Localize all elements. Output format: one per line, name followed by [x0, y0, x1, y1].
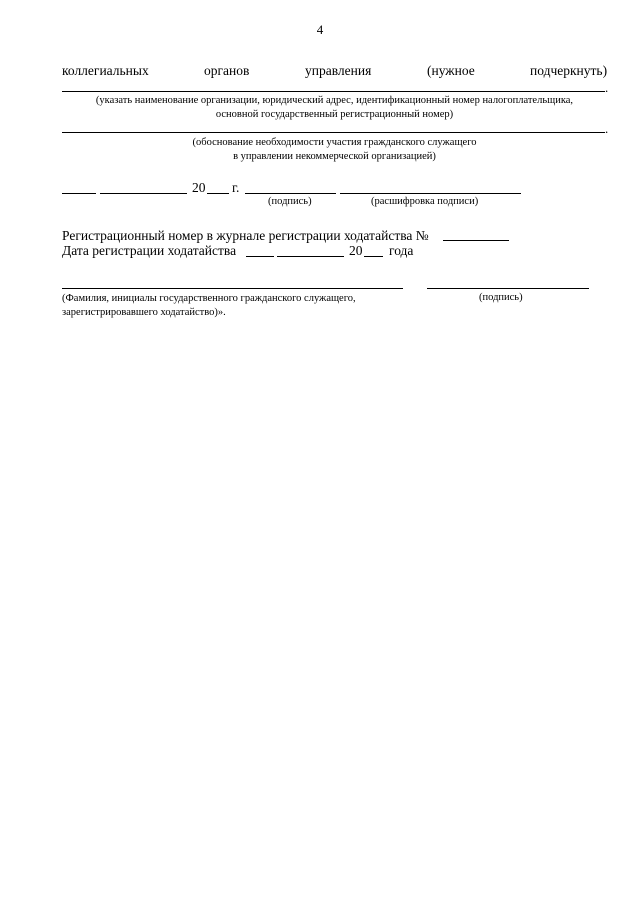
registrar-name-blank[interactable] [62, 288, 403, 289]
organization-note [62, 94, 607, 122]
day-blank[interactable] [62, 193, 96, 194]
registration-date-label: Дата регистрации ходатайства [62, 243, 237, 258]
registration-day-blank[interactable] [246, 256, 274, 257]
registration-year-suffix: года [389, 243, 414, 258]
registration-month-blank[interactable] [277, 256, 344, 257]
signature-label: (подпись) [268, 196, 312, 207]
registrar-name-note-line-1: (Фамилия, инициалы государственного гражданского служащего, [62, 293, 356, 304]
registration-year-prefix: 20 [349, 243, 363, 258]
registration-year-blank[interactable] [364, 256, 383, 257]
signature-decoding-label: (расшифровка подписи) [371, 196, 479, 207]
registrar-name-note-line-2: зарегистрировавшего ходатайство)». [62, 307, 226, 318]
organization-note-line-2: основной государственный регистрационный номер) [215, 109, 454, 120]
registration-number-label: Регистрационный номер в журнале регистрации ходатайства № [62, 228, 429, 243]
signature-decoding-blank[interactable] [340, 193, 521, 194]
justification-note [62, 136, 607, 164]
word-collegial: коллегиальных [62, 63, 149, 78]
registrar-name-note [62, 292, 356, 320]
word-underline: подчеркнуть) [530, 63, 608, 78]
signature-blank[interactable] [245, 193, 336, 194]
year-blank[interactable] [207, 193, 229, 194]
line-end-dot-2: . [605, 121, 609, 136]
registrar-signature-note: (подпись) [479, 292, 523, 303]
justification-note-line-1: (обоснование необходимости участия гражданского служащего [192, 137, 477, 148]
word-management: управления [305, 63, 372, 78]
justification-fill-line[interactable] [62, 132, 605, 133]
year-prefix: 20 [192, 180, 206, 195]
organization-note-line-1: (указать наименование организации, юридический адрес, идентификационный номер налогоплательщика, [95, 95, 574, 106]
registrar-signature-blank[interactable] [427, 288, 589, 289]
line-end-dot: . [605, 80, 609, 95]
month-blank[interactable] [100, 193, 187, 194]
page-number: 4 [316, 22, 324, 37]
justification-note-line-2: в управлении некоммерческой организацией) [233, 151, 436, 162]
organization-fill-line[interactable] [62, 91, 605, 92]
year-suffix: г. [232, 180, 240, 195]
registration-number-blank[interactable] [443, 240, 509, 241]
word-bodies: органов [204, 63, 250, 78]
word-required: (нужное [427, 63, 475, 78]
